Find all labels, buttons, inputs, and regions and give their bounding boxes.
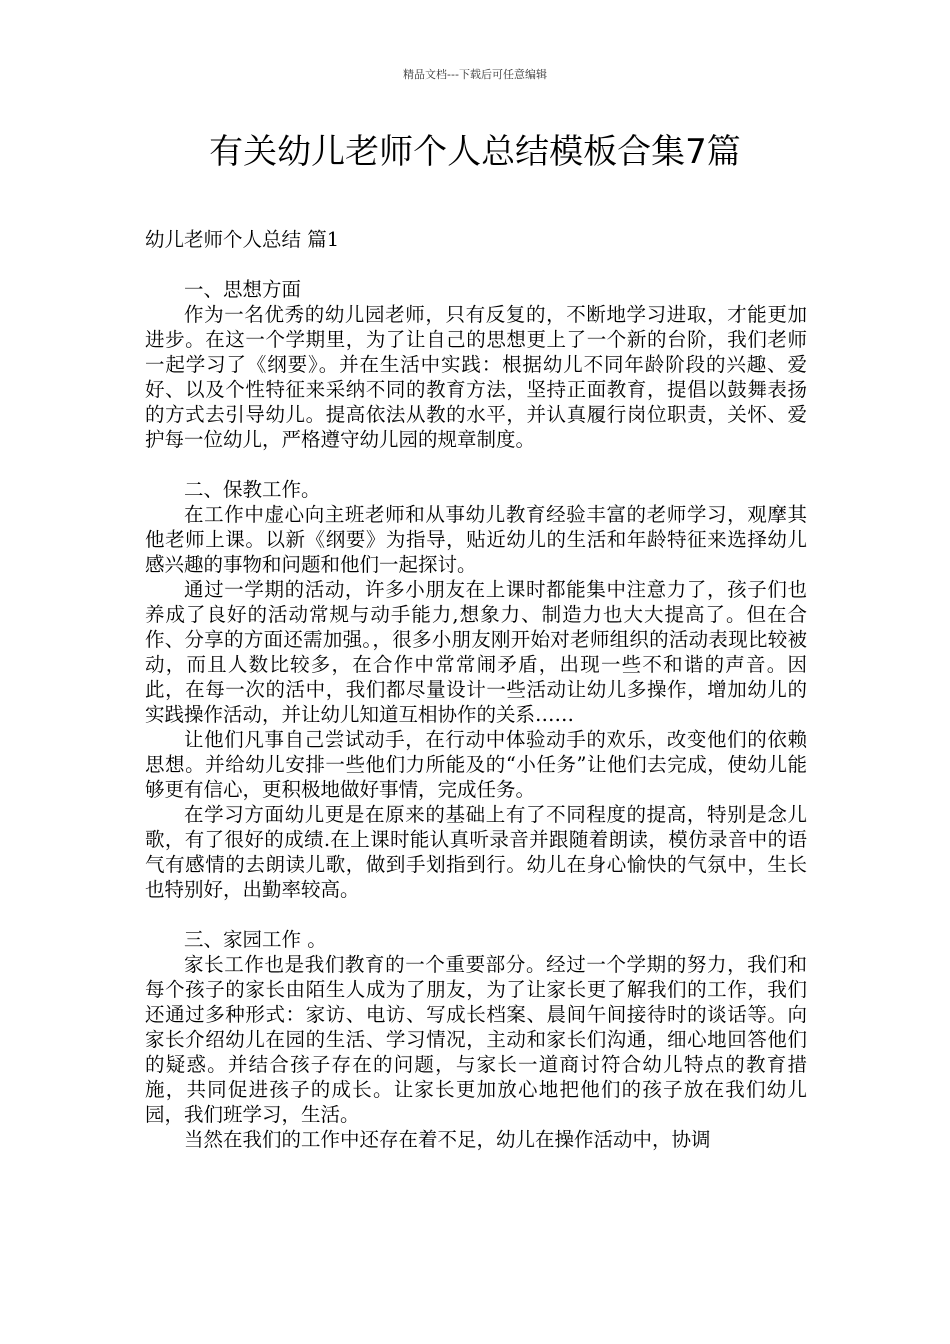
paragraph: 让他们凡事自己尝试动手，在行动中体验动手的欢乐，改变他们的依赖思想。并给幼儿安排一些他们力所能及的“小任务”让他们去完成，使幼儿能够更有信心，更积极地做好事情，完成任务。 <box>145 728 807 801</box>
spacer <box>145 902 807 927</box>
heading-home-school: 三、家园工作 。 <box>184 928 327 951</box>
paragraph: 作为一名优秀的幼儿园老师，只有反复的，不断地学习进取，才能更加进步。在这一个学期里，为了让自己的思想更上了一个新的台阶，我们老师一起学习了《纲要》。并在生活中实践：根据幼儿不同年龄阶段的兴趣、爱好、以及个性特征来采纳不同的教育方法，坚持正面教育，提倡以鼓舞表扬的方式去引导幼儿。提高依法从教的水平，并认真履行岗位职责，关怀、爱护每一位幼儿，严格遵守幼儿园的规章制度。 <box>145 303 807 451</box>
heading-thought: 一、思想方面 <box>184 278 302 301</box>
paragraph: 在学习方面幼儿更是在原来的基础上有了不同程度的提高，特别是念儿歌，有了很好的成绩.在上课时能认真听录音并跟随着朗读，模仿录音中的语气有感情的去朗读儿歌，做到手划指到行。幼儿在身心愉快的气氛中，生长也特别好，出勤率较高。 <box>145 803 807 901</box>
header-note: 精品文档---下载后可任意编辑 <box>403 68 547 81</box>
spacer <box>145 452 807 477</box>
paragraph: 当然在我们的工作中还存在着不足，幼儿在操作活动中，协调 <box>184 1128 711 1151</box>
paragraph: 通过一学期的活动，许多小朋友在上课时都能集中注意力了，孩子们也养成了良好的活动常规与动手能力,想象力、制造力也大大提高了。但在合作、分享的方面还需加强。，很多小朋友刚开始对老师组织的活动表现比较被动，而且人数比较多，在合作中常常闹矛盾，出现一些不和谐的声音。因此，在每一次的活中，我们都尽量设计一些活动让幼儿多操作，增加幼儿的实践操作活动，并让幼儿知道互相协作的关系…… <box>145 578 807 726</box>
document-title: 有关幼儿老师个人总结模板合集7篇 <box>209 132 741 172</box>
spacer <box>145 252 807 277</box>
heading-teaching: 二、保教工作。 <box>184 478 321 501</box>
section-title: 幼儿老师个人总结 篇1 <box>145 228 340 251</box>
paragraph: 在工作中虚心向主班老师和从事幼儿教育经验丰富的老师学习，观摩其他老师上课。以新《纲要》为指导，贴近幼儿的生活和年龄特征来选择幼儿感兴趣的事物和问题和他们一起探讨。 <box>145 503 807 576</box>
paragraph: 家长工作也是我们教育的一个重要部分。经过一个学期的努力，我们和每个孩子的家长由陌生人成为了朋友，为了让家长更了解我们的工作，我们还通过多种形式：家访、电访、写成长档案、晨间午间接待时的谈话等。向家长介绍幼儿在园的生活、学习情况，主动和家长们沟通，细心地回答他们的疑惑。并结合孩子存在的问题，与家长一道商讨符合幼儿特点的教育措施，共同促进孩子的成长。让家长更加放心地把他们的孩子放在我们幼儿园，我们班学习，生活。 <box>145 953 807 1126</box>
document-body <box>145 227 807 1152</box>
